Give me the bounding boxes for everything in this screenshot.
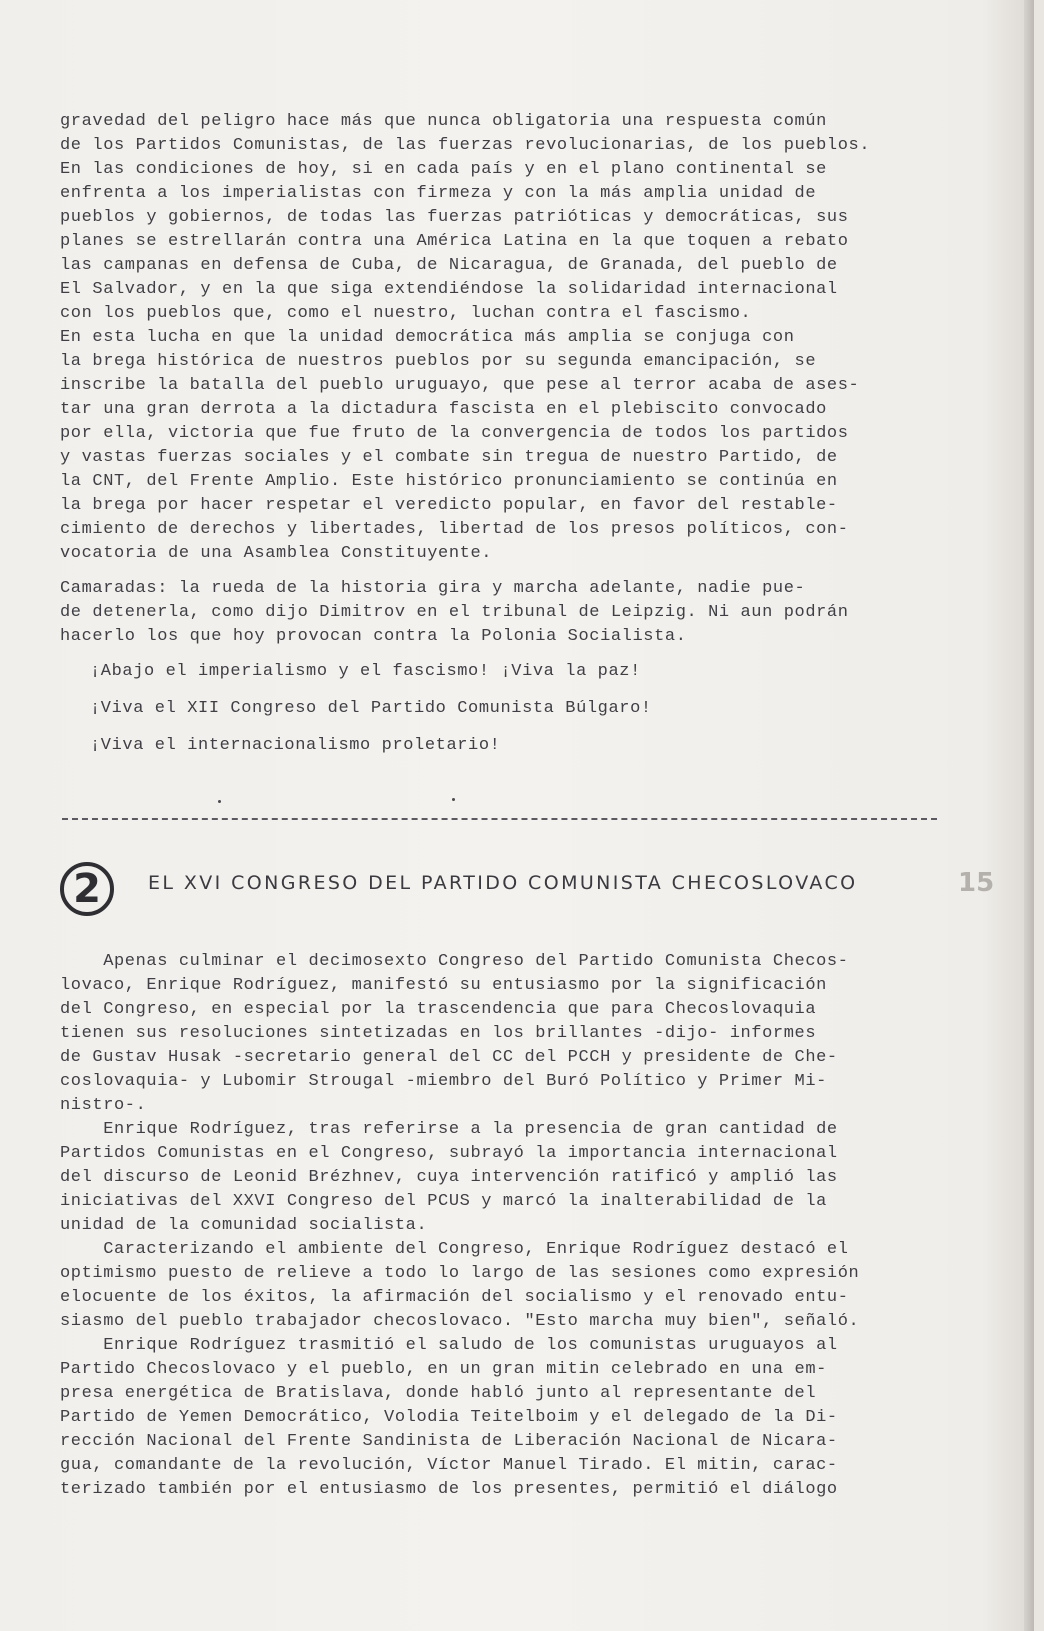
paragraph-block-camaradas — [60, 577, 960, 649]
text-line: lovaco, Enrique Rodríguez, manifestó su entusiasmo por la significación — [60, 976, 827, 995]
text-line: terizado también por el entusiasmo de los presentes, permitió el diálogo — [60, 1480, 838, 1499]
text-line: coslovaquia- y Lubomir Strougal -miembro del Buró Político y Primer Mi- — [60, 1072, 827, 1091]
section-divider — [62, 818, 937, 820]
text-line: rección Nacional del Frente Sandinista de Liberación Nacional de Nicara- — [60, 1432, 838, 1451]
slogan-line: ¡Viva el internacionalismo proletario! — [90, 736, 501, 755]
text-line: y vastas fuerzas sociales y el combate sin tregua de nuestro Partido, de — [60, 448, 838, 467]
text-line: planes se estrellarán contra una América Latina en la que toquen a rebato — [60, 232, 849, 251]
text-line: la brega por hacer respetar el veredicto popular, en favor del restable- — [60, 496, 838, 515]
text-line: gravedad del peligro hace más que nunca obligatoria una respuesta común — [60, 112, 827, 131]
text-line: En las condiciones de hoy, si en cada país y en el plano continental se — [60, 160, 827, 179]
text-line: presa energética de Bratislava, donde habló junto al representante del — [60, 1384, 817, 1403]
text-line: Caracterizando el ambiente del Congreso, Enrique Rodríguez destacó el — [60, 1240, 849, 1259]
text-line: El Salvador, y en la que siga extendiéndose la solidaridad internacional — [60, 280, 838, 299]
text-line: siasmo del pueblo trabajador checoslovaco. "Esto marcha muy bien", señaló. — [60, 1312, 860, 1331]
text-line: elocuente de los éxitos, la afirmación del socialismo y el renovado entu- — [60, 1288, 849, 1307]
text-line: la CNT, del Frente Amplio. Este histórico pronunciamiento se continúa en — [60, 472, 838, 491]
text-line: tienen sus resoluciones sintetizadas en los brillantes -dijo- informes — [60, 1024, 817, 1043]
page-number: 15 — [958, 868, 995, 898]
page-edge — [1024, 0, 1034, 1631]
text-line: cimiento de derechos y libertades, libertad de los presos políticos, con- — [60, 520, 849, 539]
text-line: las campanas en defensa de Cuba, de Nicaragua, de Granada, del pueblo de — [60, 256, 838, 275]
slogan-line: ¡Viva el XII Congreso del Partido Comunista Búlgaro! — [90, 699, 652, 718]
text-line: del Congreso, en especial por la trascendencia que para Checoslovaquia — [60, 1000, 817, 1019]
slogan-line: ¡Abajo el imperialismo y el fascismo! ¡Viva la paz! — [90, 662, 641, 681]
text-line: vocatoria de una Asamblea Constituyente. — [60, 544, 493, 563]
text-line: Enrique Rodríguez, tras referirse a la presencia de gran cantidad de — [60, 1120, 838, 1139]
text-line: tar una gran derrota a la dictadura fascista en el plebiscito convocado — [60, 400, 827, 419]
text-line: del discurso de Leonid Brézhnev, cuya intervención ratificó y amplió las — [60, 1168, 838, 1187]
text-line: Camaradas: la rueda de la historia gira y marcha adelante, nadie pue- — [60, 579, 806, 598]
text-line: unidad de la comunidad socialista. — [60, 1216, 428, 1235]
text-line: de detenerla, como dijo Dimitrov en el tribunal de Leipzig. Ni aun podrán — [60, 603, 849, 622]
text-line: Enrique Rodríguez trasmitió el saludo de los comunistas uruguayos al — [60, 1336, 838, 1355]
slogan-list — [90, 660, 652, 771]
text-line: por ella, victoria que fue fruto de la convergencia de todos los partidos — [60, 424, 849, 443]
stray-dot — [218, 800, 221, 803]
text-line: enfrenta a los imperialistas con firmeza y con la más amplia unidad de — [60, 184, 817, 203]
text-line: gua, comandante de la revolución, Víctor Manuel Tirado. El mitin, carac- — [60, 1456, 838, 1475]
text-line: Partido Checoslovaco y el pueblo, en un gran mitin celebrado en una em- — [60, 1360, 827, 1379]
text-line: Partido de Yemen Democrático, Volodia Teitelboim y el delegado de la Di- — [60, 1408, 838, 1427]
text-line: de Gustav Husak -secretario general del CC del PCCH y presidente de Che- — [60, 1048, 838, 1067]
text-line: Partidos Comunistas en el Congreso, subrayó la importancia internacional — [60, 1144, 838, 1163]
text-line: con los pueblos que, como el nuestro, luchan contra el fascismo. — [60, 304, 752, 323]
stray-dot — [452, 798, 455, 801]
text-line: de los Partidos Comunistas, de las fuerzas revolucionarias, de los pueblos. — [60, 136, 871, 155]
text-line: inscribe la batalla del pueblo uruguayo, que pese al terror acaba de ases- — [60, 376, 860, 395]
text-line: la brega histórica de nuestros pueblos por su segunda emancipación, se — [60, 352, 817, 371]
text-line: nistro-. — [60, 1096, 147, 1115]
text-line: iniciativas del XXVI Congreso del PCUS y marcó la inalterabilidad de la — [60, 1192, 827, 1211]
text-line: pueblos y gobiernos, de todas las fuerzas patrióticas y democráticas, sus — [60, 208, 849, 227]
paragraph-block-checoslovaco — [60, 950, 960, 1502]
section-title: EL XVI CONGRESO DEL PARTIDO COMUNISTA CHECOSLOVACO — [148, 872, 858, 894]
section-number-badge: 2 — [60, 862, 114, 916]
text-line: hacerlo los que hoy provocan contra la Polonia Socialista. — [60, 627, 687, 646]
text-line: En esta lucha en que la unidad democrática más amplia se conjuga con — [60, 328, 795, 347]
paragraph-block-opening — [60, 110, 960, 566]
text-line: optimismo puesto de relieve a todo lo largo de las sesiones como expresión — [60, 1264, 860, 1283]
text-line: Apenas culminar el decimosexto Congreso del Partido Comunista Checos- — [60, 952, 849, 971]
